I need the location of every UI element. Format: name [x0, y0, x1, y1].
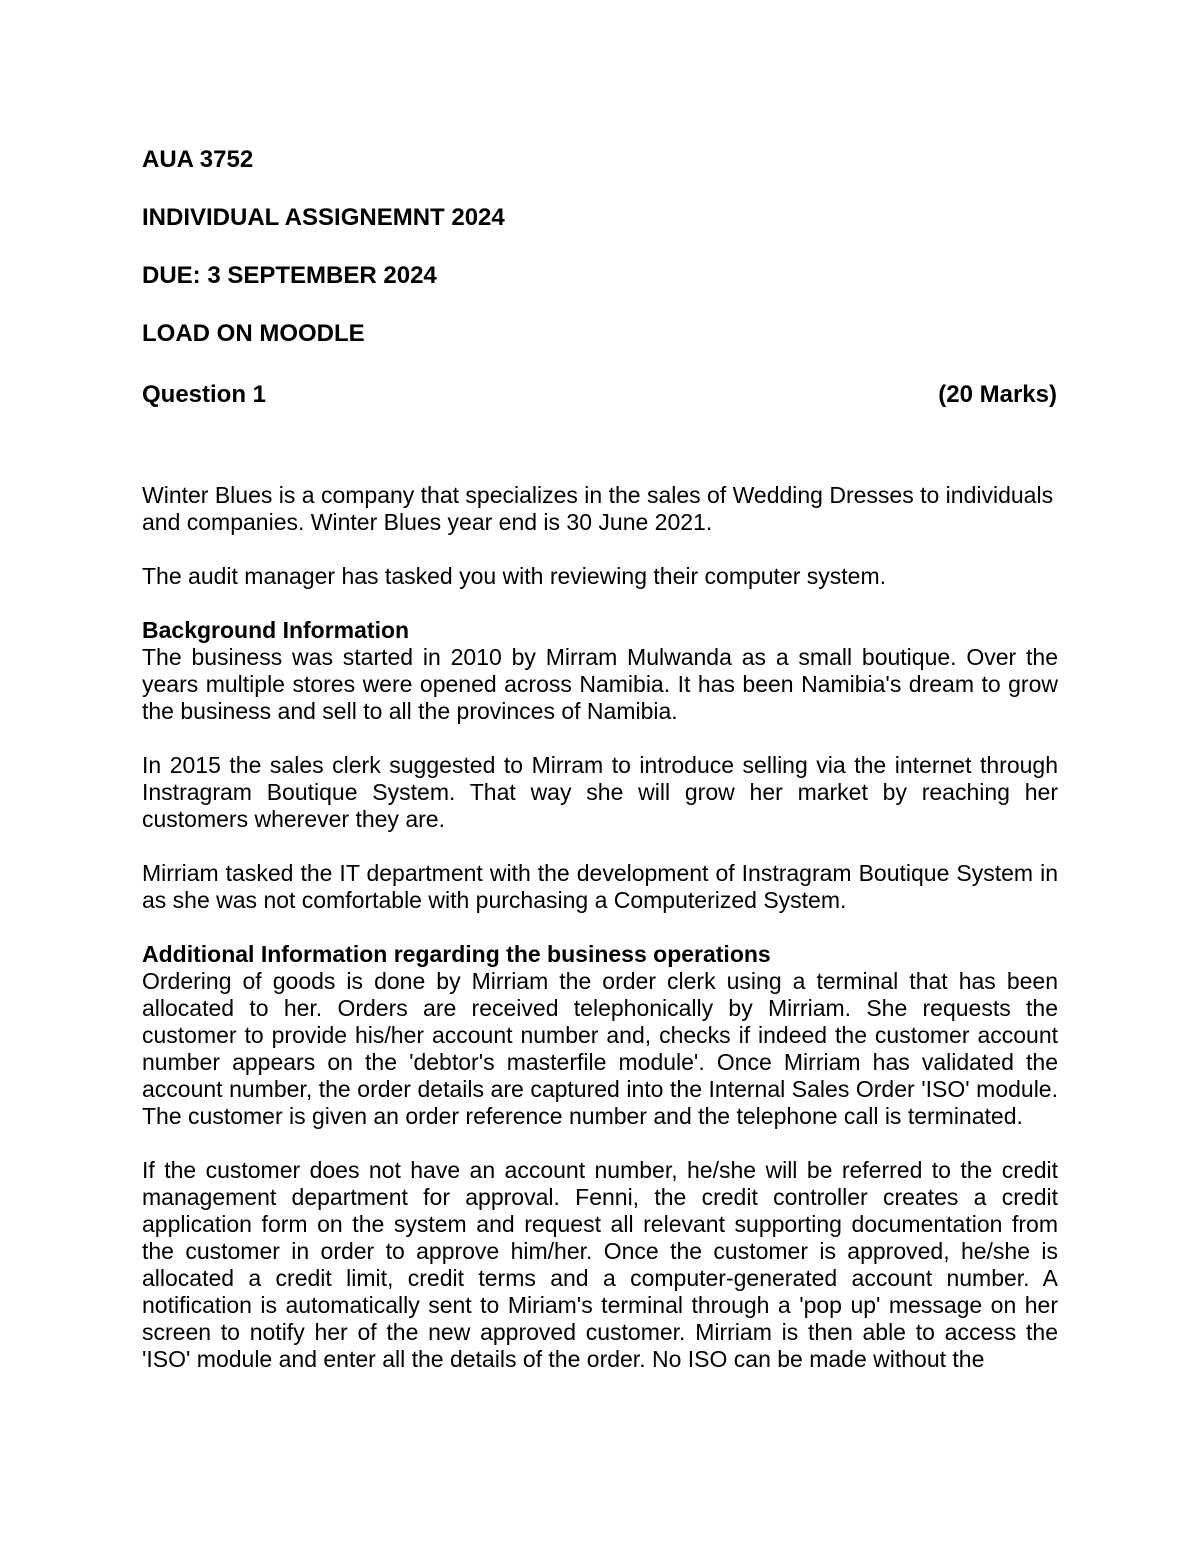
audit-task-paragraph: The audit manager has tasked you with reviewing their computer system. — [142, 563, 887, 589]
additional-info-heading: Additional Information regarding the business operations — [142, 941, 771, 967]
background-heading: Background Information — [142, 617, 410, 643]
intro-paragraph: Winter Blues is a company that specializes in the sales of Wedding Dresses to individuals and companies. Winter Blues year end is 30 June 2021. — [142, 482, 1054, 535]
it-department-paragraph: Mirriam tasked the IT department with the development of Instragram Boutique System in as she was not comfortable with purchasing a Computerized System. — [142, 860, 1058, 913]
assignment-title: INDIVIDUAL ASSIGNEMNT 2024 — [142, 204, 505, 231]
background-paragraph: The business was started in 2010 by Mirram Mulwanda as a small boutique. Over the years multiple stores were opened across Namibia. It has been Namibia's dream to grow the business and sell to all the provinces of Namibia. — [142, 644, 1058, 724]
internet-selling-paragraph: In 2015 the sales clerk suggested to Mirram to introduce selling via the internet through Instragram Boutique System. That way she will grow her market by reaching her customers wherever they are. — [142, 752, 1058, 832]
course-code: AUA 3752 — [142, 146, 254, 173]
question-header — [142, 381, 1057, 409]
submission-instruction: LOAD ON MOODLE — [142, 320, 365, 347]
question-label: Question 1 — [142, 381, 267, 408]
question-marks: (20 Marks) — [938, 381, 1057, 408]
ordering-paragraph: Ordering of goods is done by Mirriam the order clerk using a terminal that has been allocated to her. Orders are received telephonically by Mirriam. She requests the customer to provide his/her account number and, checks if indeed the customer account number appears on the 'debtor's masterfile module'. Once Mirriam has validated the account number, the order details are captured into the Internal Sales Order 'ISO' module. The customer is given an order reference number and the telephone call is terminated. — [142, 968, 1058, 1129]
credit-paragraph: If the customer does not have an account number, he/she will be referred to the credit management department for approval. Fenni, the credit controller creates a credit application form on the system and request all relevant supporting documentation from the customer in order to approve him/her. Once the customer is approved, he/she is allocated a credit limit, credit terms and a computer-generated account number. A notification is automatically sent to Miriam's terminal through a 'pop up' message on her screen to notify her of the new approved customer. Mirriam is then able to access the 'ISO' module and enter all the details of the order. No ISO can be made without the — [142, 1157, 1058, 1372]
due-date: DUE: 3 SEPTEMBER 2024 — [142, 262, 437, 289]
